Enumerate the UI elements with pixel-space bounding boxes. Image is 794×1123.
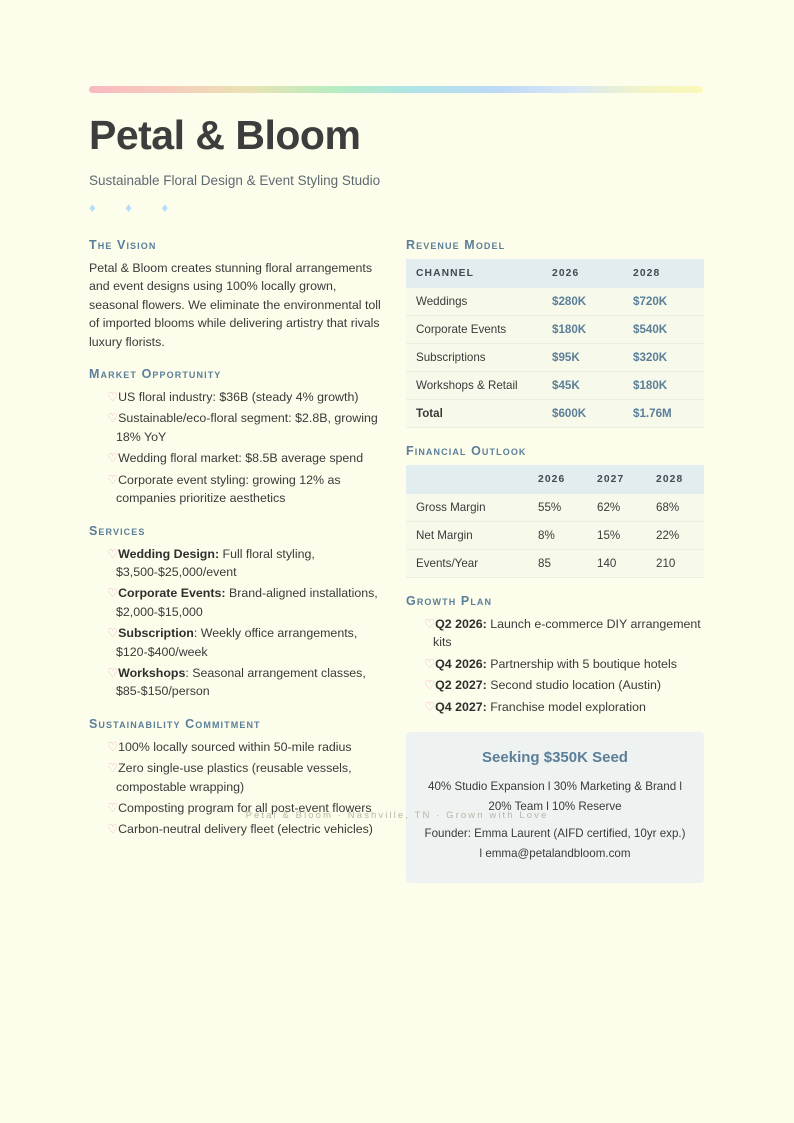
table-row <box>406 344 704 372</box>
list-item-text: Partnership with 5 boutique hotels <box>486 656 677 671</box>
list-item <box>89 759 389 796</box>
list-item-label: Subscription <box>118 626 194 641</box>
table-cell-value: $45K <box>542 372 623 400</box>
table-row <box>406 316 704 344</box>
list-item-label: Corporate Events: <box>118 586 226 601</box>
list-item-label: Q4 2026: <box>435 656 487 671</box>
list-item <box>89 449 389 467</box>
section-heading-vision: The Vision <box>89 238 157 253</box>
revenue-table-body <box>406 288 704 428</box>
callout-title: Seeking $350K Seed <box>482 749 628 767</box>
section-financial-outlook <box>406 444 704 578</box>
list-item-text: Wedding floral market: $8.5B average spend <box>118 451 364 466</box>
list-item-text: Sustainable/eco-floral segment: $2.8B, growing 18% YoY <box>116 411 378 444</box>
list-item <box>406 698 704 716</box>
page-footer: Petal & Bloom · Nashville, TN · Grown with Love <box>245 810 549 821</box>
table-row <box>406 288 704 316</box>
heart-bullet-icon: ♡ <box>107 665 119 680</box>
table-cell-value: 8% <box>528 522 587 550</box>
heart-bullet-icon: ♡ <box>107 411 119 426</box>
table-cell-value: $95K <box>542 344 623 372</box>
page-title: Petal & Bloom <box>89 112 361 158</box>
list-item <box>89 820 389 838</box>
table-cell-value: $600K <box>542 400 623 428</box>
table-row <box>406 372 704 400</box>
market-opportunity-list <box>89 388 389 507</box>
list-item-label: Q2 2026: <box>435 617 487 632</box>
list-item-text: Franchise model exploration <box>486 699 646 714</box>
list-item <box>89 624 389 661</box>
table-row-label: Workshops & Retail <box>406 372 542 400</box>
table-row <box>406 400 704 428</box>
list-item <box>89 738 389 756</box>
content-columns <box>89 238 704 883</box>
section-heading-outlook: Financial Outlook <box>406 444 527 459</box>
heart-bullet-icon: ♡ <box>107 822 119 837</box>
heart-bullet-icon: ♡ <box>424 656 436 671</box>
section-heading-sustainability: Sustainability Commitment <box>89 716 261 731</box>
table-cell-value: $540K <box>623 316 704 344</box>
table-cell-value: $320K <box>623 344 704 372</box>
list-item-label: Workshops <box>118 665 186 680</box>
callout-line: 40% Studio Expansion l 30% Marketing & Brand l 20% Team l 10% Reserve <box>428 780 682 814</box>
list-item <box>89 471 389 508</box>
section-heading-revenue: Revenue Model <box>406 238 506 253</box>
section-revenue-model <box>406 238 704 428</box>
list-item-label: Q4 2027: <box>435 699 487 714</box>
accent-gradient-bar <box>89 86 703 93</box>
list-item <box>89 584 389 621</box>
table-header-row <box>406 465 704 494</box>
table-cell-value: $180K <box>623 372 704 400</box>
list-item-text: Full floral styling, $3,500-$25,000/event <box>116 546 315 579</box>
funding-callout <box>406 732 704 883</box>
heart-bullet-icon: ♡ <box>424 678 436 693</box>
table-cell-value: 85 <box>528 550 587 578</box>
table-row-label: Corporate Events <box>406 316 542 344</box>
table-cell-value: 55% <box>528 494 587 522</box>
table-row-label: Events/Year <box>406 550 528 578</box>
sustainability-list <box>89 738 389 839</box>
left-column <box>89 238 389 883</box>
list-item <box>89 388 389 406</box>
right-column <box>406 238 704 883</box>
list-item-text: : Weekly office arrangements, $120-$400/week <box>116 626 358 659</box>
heart-bullet-icon: ♡ <box>107 739 119 754</box>
heart-bullet-icon: ♡ <box>107 586 119 601</box>
table-cell-value: 22% <box>646 522 704 550</box>
list-item-text: Launch e-commerce DIY arrangement kits <box>433 617 701 650</box>
list-item-text: : Seasonal arrangement classes, $85-$150/person <box>116 665 366 699</box>
table-cell-value: $180K <box>542 316 623 344</box>
table-column-header <box>406 465 528 494</box>
list-item-label: Wedding Design: <box>118 546 220 561</box>
table-cell-value: 68% <box>646 494 704 522</box>
table-row-label: Gross Margin <box>406 494 528 522</box>
list-item-text: Carbon-neutral delivery fleet (electric vehicles) <box>118 822 373 837</box>
list-item <box>89 545 389 582</box>
heart-bullet-icon: ♡ <box>107 626 119 641</box>
list-item-text: 100% locally sourced within 50-mile radius <box>118 739 352 754</box>
heart-bullet-icon: ♡ <box>424 617 436 632</box>
section-market-opportunity <box>89 367 389 507</box>
heart-bullet-icon: ♡ <box>424 699 436 714</box>
table-row <box>406 494 704 522</box>
section-vision <box>89 238 389 351</box>
list-item <box>406 676 704 694</box>
table-cell-value: 140 <box>587 550 646 578</box>
diamond-ornament-icon: ♦ ♦ ♦ <box>89 200 182 216</box>
list-item-text: Corporate event styling: growing 12% as companies prioritize aesthetics <box>116 472 341 506</box>
heart-bullet-icon: ♡ <box>107 451 119 466</box>
list-item-text: Second studio location (Austin) <box>486 678 662 693</box>
list-item-text: Zero single-use plastics (reusable vessels, compostable wrapping) <box>116 761 352 794</box>
table-cell-value: $720K <box>623 288 704 316</box>
table-row <box>406 522 704 550</box>
table-cell-value: $1.76M <box>623 400 704 428</box>
section-heading-market: Market Opportunity <box>89 367 222 382</box>
list-item-text: US floral industry: $36B (steady 4% growth) <box>118 390 359 405</box>
table-row-label: Weddings <box>406 288 542 316</box>
table-column-header: 2026 <box>542 259 623 288</box>
table-column-header: 2026 <box>528 465 587 494</box>
list-item-text: Composting program for all post-event flowers <box>118 800 372 815</box>
list-item <box>406 615 704 652</box>
table-cell-value: 62% <box>587 494 646 522</box>
table-row-label: Net Margin <box>406 522 528 550</box>
table-row <box>406 550 704 578</box>
vision-paragraph: Petal & Bloom creates stunning floral arrangements and event designs using 100% locally grown, seasonal flowers. We eliminate the environmental toll of imported blooms while delivering artistry that rivals luxury florists. <box>89 261 381 349</box>
list-item <box>89 664 389 701</box>
growth-plan-list <box>406 615 704 716</box>
list-item <box>89 409 389 446</box>
financial-outlook-table <box>406 465 704 578</box>
callout-line: Founder: Emma Laurent (AIFD certified, 10yr exp.) l emma@petalandbloom.com <box>424 827 686 861</box>
table-column-header: 2027 <box>587 465 646 494</box>
section-services <box>89 524 389 701</box>
table-header-row <box>406 259 704 288</box>
outlook-table-body <box>406 494 704 578</box>
list-item <box>406 655 704 673</box>
heart-bullet-icon: ♡ <box>107 800 119 815</box>
outlook-table-head <box>406 465 704 494</box>
table-cell-value: $280K <box>542 288 623 316</box>
table-cell-value: 15% <box>587 522 646 550</box>
table-column-header: 2028 <box>623 259 704 288</box>
revenue-model-table <box>406 259 704 428</box>
section-heading-growth: Growth Plan <box>406 594 493 609</box>
table-row-label: Total <box>406 400 542 428</box>
services-list <box>89 545 389 701</box>
heart-bullet-icon: ♡ <box>107 546 119 561</box>
revenue-table-head <box>406 259 704 288</box>
list-item-label: Q2 2027: <box>435 678 487 693</box>
heart-bullet-icon: ♡ <box>107 390 119 405</box>
table-column-header: 2028 <box>646 465 704 494</box>
table-column-header: CHANNEL <box>406 259 542 288</box>
section-growth-plan <box>406 594 704 716</box>
heart-bullet-icon: ♡ <box>107 472 119 487</box>
table-row-label: Subscriptions <box>406 344 542 372</box>
section-heading-services: Services <box>89 523 146 538</box>
table-cell-value: 210 <box>646 550 704 578</box>
column-gap <box>389 238 406 883</box>
list-item-text: Brand-aligned installations, $2,000-$15,000 <box>116 586 378 619</box>
heart-bullet-icon: ♡ <box>107 761 119 776</box>
page-subtitle: Sustainable Floral Design & Event Styling Studio <box>89 173 381 189</box>
